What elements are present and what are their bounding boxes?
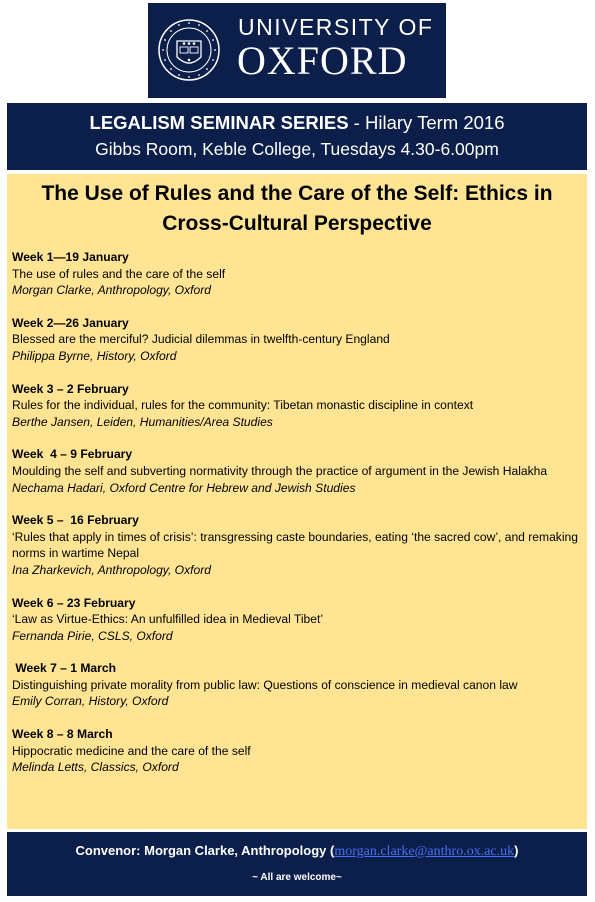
speaker: Emily Corran, History, Oxford: [12, 694, 169, 709]
series-venue: Gibbs Room, Keble College, Tuesdays 4.30-6.00pm: [95, 139, 499, 159]
series-banner: [7, 103, 587, 170]
week-entry: [12, 381, 582, 431]
week-label: Week 2—26 January: [12, 315, 129, 330]
talk-title: Blessed are the merciful? Judicial dilemmas in twelfth-century England: [12, 332, 390, 347]
seminar-title-line1: The Use of Rules and the Care of the Self: Ethics in: [41, 182, 553, 205]
series-term: - Hilary Term 2016: [348, 112, 505, 133]
talk-title: ‘Law as Virtue-Ethics: An unfulfilled idea in Medieval Tibet’: [12, 612, 324, 627]
oxford-crest-icon: [157, 11, 221, 89]
week-entry: [12, 315, 582, 365]
week-entry: [12, 660, 582, 710]
week-label: Week 4 – 9 February: [12, 447, 133, 462]
week-label: Week 3 – 2 February: [12, 381, 129, 396]
talk-title: ‘Rules that apply in times of crisis’: transgressing caste boundaries, eating ‘the sacred cow’, and remaking norms in wartime Nepal: [12, 529, 578, 561]
convenor-prefix: Convenor: Morgan Clarke, Anthropology (: [75, 843, 335, 858]
speaker: Fernanda Pirie, CSLS, Oxford: [12, 628, 173, 643]
talk-title: Distinguishing private morality from public law: Questions of conscience in medieval canon law: [12, 677, 518, 692]
week-entry: [12, 512, 582, 578]
talk-title: Hippocratic medicine and the care of the self: [12, 743, 251, 758]
week-label: Week 7 – 1 March: [12, 661, 116, 676]
talk-title: The use of rules and the care of the self: [12, 266, 226, 281]
week-entry: [12, 249, 582, 299]
speaker: Ina Zharkevich, Anthropology, Oxford: [12, 562, 211, 577]
speaker: Philippa Byrne, History, Oxford: [12, 348, 177, 363]
speaker: Nechama Hadari, Oxford Centre for Hebrew and Jewish Studies: [12, 480, 356, 495]
speaker: Berthe Jansen, Leiden, Humanities/Area Studies: [12, 414, 273, 429]
week-label: Week 6 – 23 February: [12, 595, 136, 610]
convenor-suffix: ): [514, 843, 519, 858]
footer-banner: [7, 832, 587, 896]
speaker: Melinda Letts, Classics, Oxford: [12, 760, 179, 775]
programme-panel: [7, 174, 587, 829]
convenor-line: [7, 842, 587, 861]
week-entry: [12, 595, 582, 645]
talk-title: Moulding the self and subverting normativity through the practice of argument in the Jewish Halakha: [12, 463, 548, 478]
week-entry: [12, 446, 582, 496]
week-label: Week 5 – 16 February: [12, 513, 139, 528]
convenor-email-link[interactable]: morgan.clarke@anthro.ox.ac.uk: [334, 844, 515, 859]
week-entry: [12, 726, 582, 776]
week-label: Week 1—19 January: [12, 250, 129, 264]
seminar-title: [12, 179, 582, 239]
welcome-note: ~ All are welcome~: [252, 872, 342, 883]
week-label: Week 8 – 8 March: [12, 727, 113, 742]
speaker: Morgan Clarke, Anthropology, Oxford: [12, 283, 211, 298]
seminar-title-line2: Cross-Cultural Perspective: [162, 212, 432, 235]
logo-university-of: UNIVERSITY OF: [238, 14, 434, 40]
series-heading: [7, 111, 587, 135]
university-logo: [148, 3, 446, 98]
logo-oxford: OXFORD: [237, 38, 408, 83]
talk-title: Rules for the individual, rules for the community: Tibetan monastic discipline in context: [12, 398, 474, 413]
series-name: LEGALISM SEMINAR SERIES: [89, 112, 349, 133]
